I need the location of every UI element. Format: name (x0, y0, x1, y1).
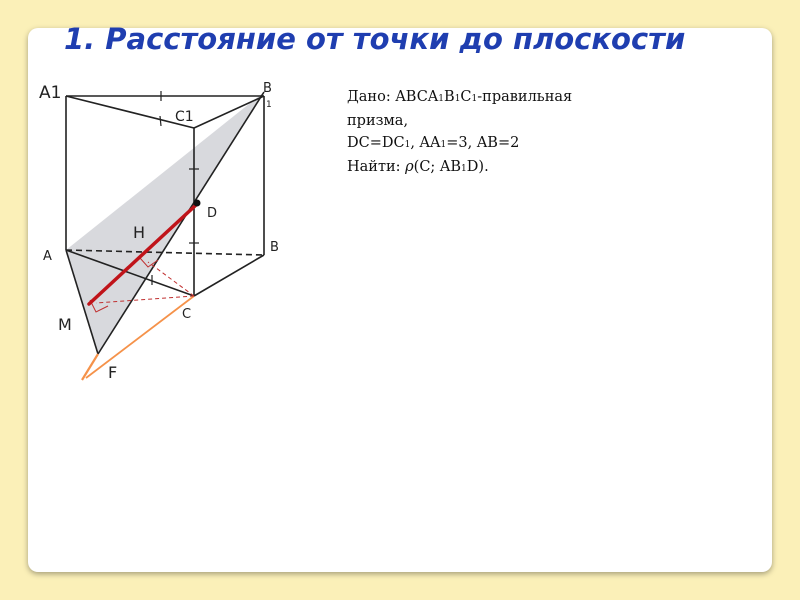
label-b: B (270, 240, 279, 255)
label-b1: B (263, 81, 272, 96)
given-line-4: Найти: ρ(C; AB1D). (347, 159, 489, 175)
label-h: H (133, 223, 146, 242)
dashed-c-h (148, 262, 194, 296)
line-f-extension (82, 354, 98, 380)
plane-ab1f (66, 92, 264, 354)
edge-c-b (194, 255, 264, 296)
given-line-3: DC=DC1, AA1=3, AB=2 (347, 135, 520, 151)
label-m: M (58, 315, 72, 334)
label-c: C (182, 307, 192, 322)
point-d (194, 200, 201, 207)
slide-title: 1. Расстояние от точки до плоскости (64, 22, 686, 56)
given-line-2: призма, (347, 113, 409, 129)
label-a: A (43, 249, 52, 264)
label-f: F (108, 363, 118, 382)
label-b1-index: 1 (266, 100, 272, 110)
label-c1: C1 (175, 109, 194, 125)
rho-symbol: ρ (405, 159, 414, 175)
label-a1: A1 (39, 83, 62, 103)
label-d: D (207, 206, 218, 221)
given-line-1: Дано: ABCA1B1C1-правильная (347, 89, 573, 105)
